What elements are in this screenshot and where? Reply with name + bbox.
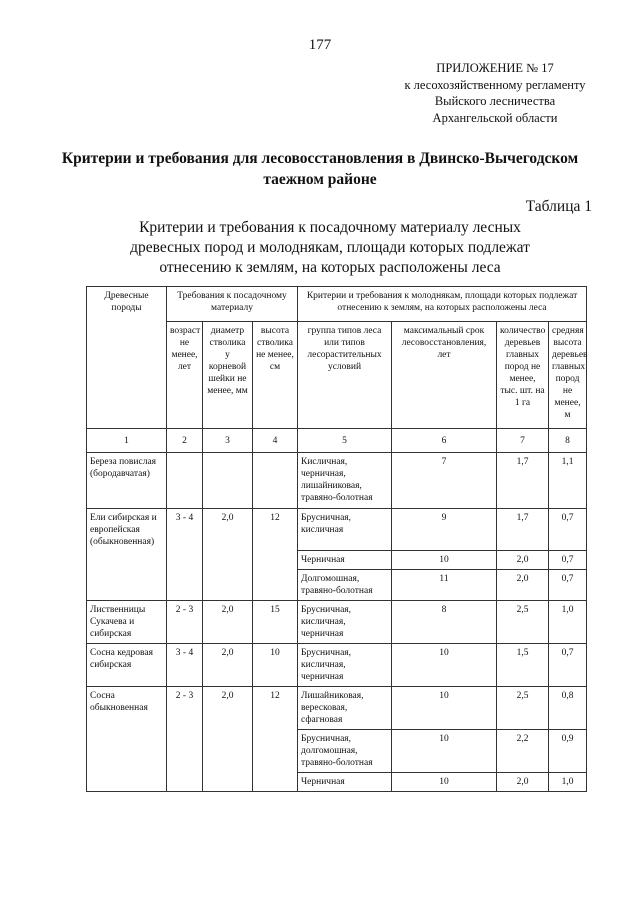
avg-height-cell: 0,7: [549, 509, 587, 551]
appendix-line: Выйского лесничества: [434, 94, 556, 108]
column-number: 3: [203, 429, 253, 453]
age-cell: 3 - 4: [167, 644, 203, 687]
avg-height-cell: 0,7: [549, 570, 587, 601]
height-cell: 10: [253, 644, 298, 687]
species-cell: Сосна кедровая сибирская: [87, 644, 167, 687]
term-cell: 7: [392, 453, 497, 509]
diameter-cell: 2,0: [203, 601, 253, 644]
forest-type-cell: Лишайниковая, вересковая, сфагновая: [298, 687, 392, 730]
column-number: 4: [253, 429, 298, 453]
count-cell: 1,7: [497, 509, 549, 551]
count-cell: 2,0: [497, 570, 549, 601]
diameter-cell: 2,0: [203, 687, 253, 792]
avg-height-cell: 0,8: [549, 687, 587, 730]
species-cell: Сосна обыкновенная: [87, 687, 167, 792]
term-cell: 8: [392, 601, 497, 644]
header-cell: количество деревьев главных пород не менее, тыс. шт. на 1 га: [497, 322, 549, 429]
term-cell: 10: [392, 687, 497, 730]
header-row: [87, 287, 587, 322]
column-number: 2: [167, 429, 203, 453]
species-cell: Ели сибирская и европейская (обыкновенная): [87, 509, 167, 601]
table-row: [87, 453, 587, 509]
criteria-table: [86, 286, 587, 792]
avg-height-cell: 0,9: [549, 730, 587, 773]
table-row: [87, 644, 587, 687]
species-cell: Береза повислая (бородавчатая): [87, 453, 167, 509]
count-cell: 2,5: [497, 687, 549, 730]
term-cell: 11: [392, 570, 497, 601]
avg-height-cell: 1,0: [549, 601, 587, 644]
height-cell: 12: [253, 509, 298, 601]
forest-type-cell: Брусничная, долгомошная, травяно-болотная: [298, 730, 392, 773]
header-cell: высота стволика не менее, см: [253, 322, 298, 429]
count-cell: 2,0: [497, 773, 549, 792]
column-number: 7: [497, 429, 549, 453]
appendix-line: ПРИЛОЖЕНИЕ № 17: [436, 61, 554, 75]
forest-type-cell: Брусничная, кисличная, черничная: [298, 644, 392, 687]
table-label: Таблица 1: [525, 198, 592, 215]
term-cell: 9: [392, 509, 497, 551]
diameter-cell: 2,0: [203, 644, 253, 687]
count-cell: 1,7: [497, 453, 549, 509]
appendix-line: Архангельской области: [432, 110, 558, 125]
avg-height-cell: 0,7: [549, 551, 587, 570]
age-cell: 2 - 3: [167, 687, 203, 792]
age-cell: 3 - 4: [167, 509, 203, 601]
document-title: Критерии и требования для лесовосстановления в Двинско-Вычегодском таежном районе: [61, 150, 579, 188]
appendix-block: [370, 60, 620, 126]
column-number: 8: [549, 429, 587, 453]
height-cell: [253, 453, 298, 509]
column-number: 5: [298, 429, 392, 453]
height-cell: 12: [253, 687, 298, 792]
forest-type-cell: Брусничная, кисличная, черничная: [298, 601, 392, 644]
header-cell: возраст не менее, лет: [167, 322, 203, 429]
forest-type-cell: Черничная: [298, 773, 392, 792]
avg-height-cell: 1,1: [549, 453, 587, 509]
table-row: [87, 687, 587, 730]
forest-type-cell: Кисличная, черничная, лишайниковая, травяно-болотная: [298, 453, 392, 509]
header-cell: максимальный срок лесовосстановления, лет: [392, 322, 497, 429]
header-cell: группа типов леса или типов лесорастительных условий: [298, 322, 392, 429]
table-caption: Критерии и требования к посадочному материалу лесных древесных пород и молоднякам, площади которых подлежат отнесению к землям, на которых расположены леса: [130, 219, 530, 276]
header-cell: диаметр стволика у корневой шейки не менее, мм: [203, 322, 253, 429]
table-row: [87, 601, 587, 644]
diameter-cell: [203, 453, 253, 509]
avg-height-cell: 1,0: [549, 773, 587, 792]
age-cell: 2 - 3: [167, 601, 203, 644]
term-cell: 10: [392, 730, 497, 773]
header-cell: Древесные породы: [87, 287, 167, 429]
age-cell: [167, 453, 203, 509]
count-cell: 1,5: [497, 644, 549, 687]
forest-type-cell: Черничная: [298, 551, 392, 570]
term-cell: 10: [392, 644, 497, 687]
height-cell: 15: [253, 601, 298, 644]
count-cell: 2,2: [497, 730, 549, 773]
table-row: [87, 509, 587, 551]
species-cell: Лиственницы Сукачева и сибирская: [87, 601, 167, 644]
header-cell: средняя высота деревьев главных пород не менее, м: [549, 322, 587, 429]
column-number-row: [87, 429, 587, 453]
forest-type-cell: Долгомошная, травяно-болотная: [298, 570, 392, 601]
appendix-line: к лесохозяйственному регламенту: [404, 77, 586, 92]
header-cell: Требования к посадочному материалу: [167, 287, 298, 322]
column-number: 1: [87, 429, 167, 453]
diameter-cell: 2,0: [203, 509, 253, 601]
count-cell: 2,0: [497, 551, 549, 570]
term-cell: 10: [392, 773, 497, 792]
header-cell: Критерии и требования к молоднякам, площади которых подлежат отнесению к землям, на которых расположены леса: [298, 287, 587, 322]
term-cell: 10: [392, 551, 497, 570]
column-number: 6: [392, 429, 497, 453]
page-number: 177: [308, 37, 332, 53]
count-cell: 2,5: [497, 601, 549, 644]
forest-type-cell: Брусничная, кисличная: [298, 509, 392, 551]
avg-height-cell: 0,7: [549, 644, 587, 687]
